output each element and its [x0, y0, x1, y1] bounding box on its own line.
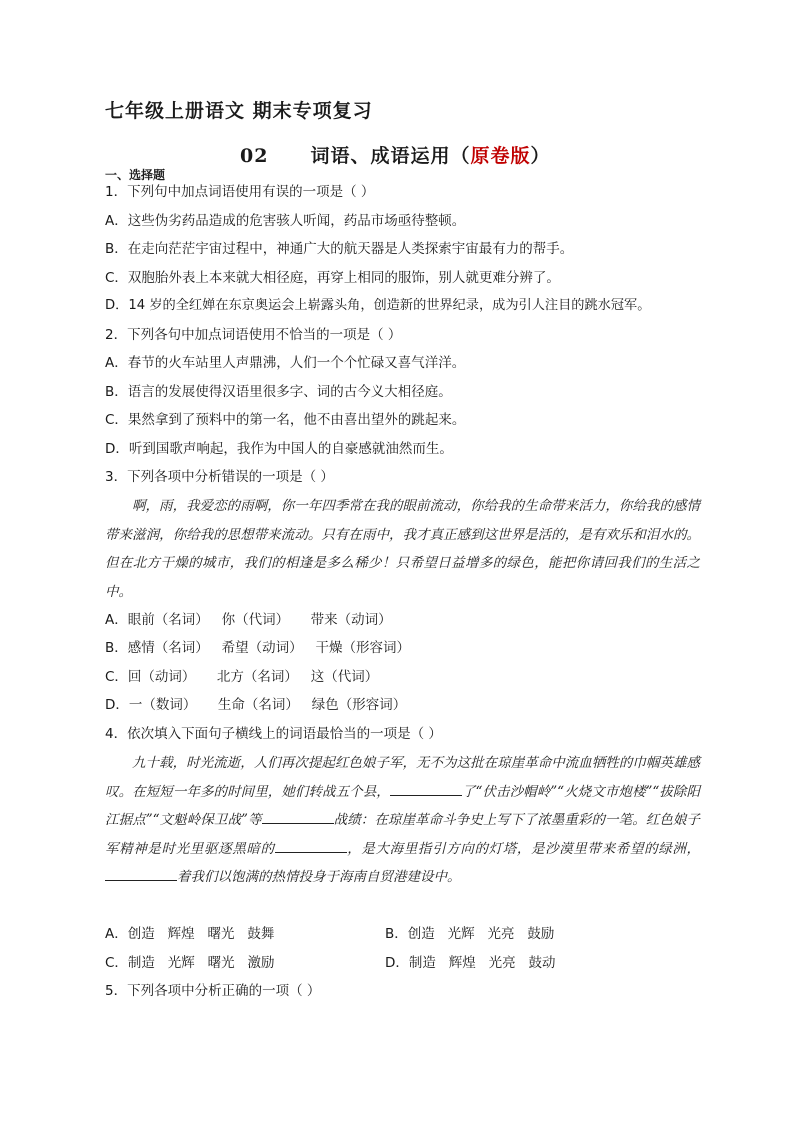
fill-blank-2 [262, 809, 334, 824]
passage-part-4: ，是大海里指引方向的灯塔，是沙漠里带来希望的绿洲， [346, 840, 701, 857]
question-1-stem: 1．下列句中加点词语使用有误的一项是（ ） [105, 184, 375, 200]
question-4-option-b: B．创造 光辉 光亮 鼓励 [385, 926, 555, 942]
fill-blank-4 [105, 866, 177, 881]
passage-part-2: 了“伏击沙帽岭”“火烧文市炮楼”“拔除阳江据点”“文魁岭保卫战”等 [105, 783, 700, 829]
question-3-option-d: D．一（数词） 生命（名词） 绿色（形容词） [105, 697, 407, 713]
question-1-option-b: B．在走向茫茫宇宙过程中，神通广大的航天器是人类探索宇宙最有力的帮手。 [105, 241, 574, 257]
passage-part-5: 着我们以饱满的热情投身于海南自贸港建设中。 [177, 869, 461, 886]
question-3-passage-text: 啊，雨，我爱恋的雨啊，你一年四季常在我的眼前流动，你给我的生命带来活力，你给我的感情带来滋润，你给我的思想带来流动。只有在雨中，我才真正感到这世界是活的，是有欢乐和泪水的。但在北方干燥的城市，我们的相逢是多么稀少！只希望日益增多的绿色，能把你请回我们的生活之中。 [105, 498, 700, 600]
document-title: 七年级上册语文 期末专项复习 [105, 100, 373, 122]
question-5-stem: 5．下列各项中分析正确的一项（ ） [105, 983, 321, 999]
document-subtitle [240, 141, 551, 168]
question-4-option-c: C．制造 光辉 曙光 激励 [105, 955, 275, 971]
question-1-option-d: D．14 岁的全红婵在东京奥运会上崭露头角，创造新的世界纪录，成为引人注目的跳水冠军。 [105, 298, 651, 313]
question-4-passage-text [105, 749, 700, 892]
passage-part-3: 战绩：在琼崖革命斗争史上写下了浓墨重彩的一笔。红色娘子军精神是时光里驱逐黑暗的 [105, 812, 700, 857]
subtitle-number: 02 [240, 145, 269, 167]
question-1-option-a: A．这些伪劣药品造成的危害骇人听闻，药品市场亟待整顿。 [105, 213, 466, 229]
subtitle-main: 词语、成语运用（ [310, 145, 471, 167]
question-3-option-c: C．回（动词） 北方（名词） 这（代词） [105, 669, 379, 685]
question-4-passage [105, 749, 700, 892]
question-2-stem: 2．下列各句中加点词语使用不恰当的一项是（ ） [105, 327, 402, 343]
fill-blank-1 [390, 781, 462, 796]
subtitle-end: ） [530, 145, 551, 167]
question-1-option-c: C．双胞胎外表上本来就大相径庭，再穿上相同的服饰，别人就更难分辨了。 [105, 270, 560, 286]
question-2-option-a: A．春节的火车站里人声鼎沸，人们一个个忙碌又喜气洋洋。 [105, 355, 466, 371]
question-2-option-c: C．果然拿到了预料中的第一名，他不由喜出望外的跳起来。 [105, 412, 466, 428]
question-4-option-d: D．制造 辉煌 光亮 鼓动 [385, 955, 556, 971]
question-3-option-a: A．眼前（名词） 你（代词） 带来（动词） [105, 612, 392, 628]
fill-blank-3 [275, 838, 347, 853]
passage-part-1: 九十载，时光流逝，人们再次提起红色娘子军，无不为这批在琼崖革命中流血牺牲的巾帼英雄感叹。在短短一年多的时间里，她们转战五个县， [105, 755, 700, 800]
section-heading: 一、选择题 [105, 168, 166, 182]
question-4-option-a: A．创造 辉煌 曙光 鼓舞 [105, 926, 275, 942]
question-3-stem: 3．下列各项中分析错误的一项是（ ） [105, 469, 334, 485]
question-2-option-d: D．听到国歌声响起，我作为中国人的自豪感就油然而生。 [105, 441, 453, 457]
question-2-option-b: B．语言的发展使得汉语里很多字、词的古今义大相径庭。 [105, 384, 452, 400]
subtitle-highlight: 原卷版 [470, 145, 531, 167]
question-3-option-b: B．感情（名词） 希望（动词） 干燥（形容词） [105, 640, 411, 656]
question-3-passage [105, 492, 700, 606]
question-4-stem: 4．依次填入下面句子横线上的词语最恰当的一项是（ ） [105, 726, 442, 742]
